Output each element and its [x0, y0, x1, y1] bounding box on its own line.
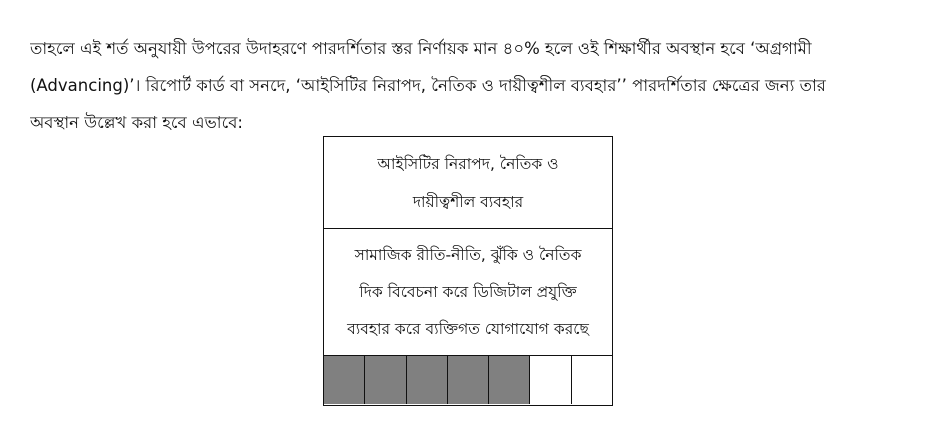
scale-cell-empty	[572, 356, 612, 404]
scale-cell-filled	[407, 356, 448, 404]
competency-description	[324, 229, 612, 356]
paragraph-line-1: তাহলে এই শর্ত অনুযায়ী উপরের উদাহরণে পারদর্শিতার স্তর নির্ণায়ক মান ৪০% হলে ওই শিক্ষার্থীর অবস্থান হবে ‘অগ্রগামী	[30, 39, 812, 58]
scale-cell-filled	[365, 356, 406, 404]
description-line-2: দিক বিবেচনা করে ডিজিটাল প্রযুক্তি	[359, 282, 577, 301]
report-card-box	[323, 136, 613, 406]
performance-level-scale	[324, 356, 612, 404]
paragraph-line-2: (Advancing)’। রিপোর্ট কার্ড বা সনদে, ‘আইসিটির নিরাপদ, নৈতিক ও দায়ীত্বশীল ব্যবহার’’ পারদর্শিতার ক্ষেত্রের জন্য তার	[30, 76, 826, 95]
scale-cell-filled	[489, 356, 530, 404]
paragraph-line-3: অবস্থান উল্লেখ করা হবে এভাবে:	[30, 113, 243, 132]
scale-cell-filled	[448, 356, 489, 404]
header-line-1: আইসিটির নিরাপদ, নৈতিক ও	[377, 154, 559, 173]
intro-paragraph	[30, 30, 910, 141]
description-line-3: ব্যবহার করে ব্যক্তিগত যোগাযোগ করছে	[347, 319, 589, 338]
competency-area-header	[324, 137, 612, 229]
description-line-1: সামাজিক রীতি-নীতি, ঝুঁকি ও নৈতিক	[354, 245, 582, 264]
scale-cell-empty	[530, 356, 571, 404]
scale-cell-filled	[324, 356, 365, 404]
header-line-2: দায়ীত্বশীল ব্যবহার	[412, 192, 524, 211]
